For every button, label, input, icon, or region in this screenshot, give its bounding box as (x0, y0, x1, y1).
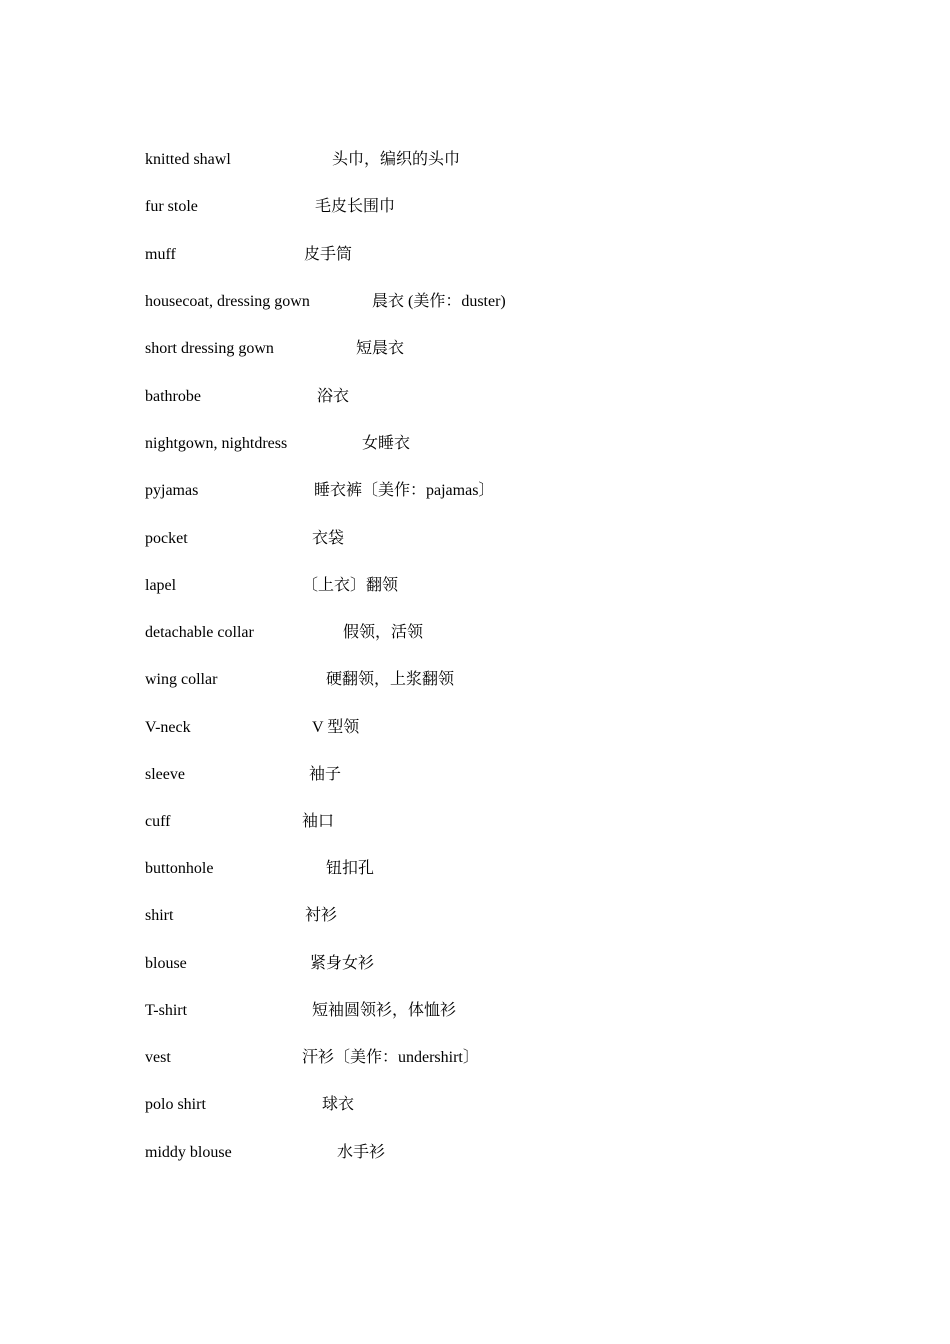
chinese-translation: 衣袋 (312, 530, 345, 547)
english-term: polo shirt (145, 1096, 206, 1113)
english-term: fur stole (145, 198, 198, 215)
vocab-entry (0, 385, 950, 409)
chinese-translation: 短晨衣 (356, 340, 405, 357)
vocab-entry (0, 195, 950, 219)
english-term: blouse (145, 955, 187, 972)
chinese-translation: 假领，活领 (343, 624, 424, 641)
vocab-entry (0, 999, 950, 1023)
chinese-translation: 浴衣 (317, 388, 350, 405)
english-term: T-shirt (145, 1002, 188, 1019)
english-term: pyjamas (145, 482, 199, 499)
english-term: detachable collar (145, 624, 254, 641)
english-term: muff (145, 246, 176, 263)
chinese-translation: 头巾，编织的头巾 (332, 151, 461, 168)
chinese-translation: 衬衫 (305, 907, 338, 924)
vocab-entry (0, 763, 950, 787)
vocab-entry (0, 527, 950, 551)
english-term: bathrobe (145, 388, 201, 405)
vocab-entry (0, 1093, 950, 1117)
vocab-entry (0, 243, 950, 267)
chinese-translation: 袖子 (309, 766, 342, 783)
chinese-translation: 汗衫〔美作：undershirt〕 (302, 1049, 479, 1066)
english-term: housecoat, dressing gown (145, 293, 310, 310)
english-term: short dressing gown (145, 340, 274, 357)
vocab-entry (0, 337, 950, 361)
chinese-translation: 球衣 (322, 1096, 355, 1113)
vocab-entry (0, 290, 950, 314)
english-term: cuff (145, 813, 171, 830)
english-term: pocket (145, 530, 188, 547)
vocab-entry (0, 668, 950, 692)
vocab-entry (0, 904, 950, 928)
vocab-entry (0, 810, 950, 834)
chinese-translation: 钮扣孔 (326, 860, 375, 877)
english-term: buttonhole (145, 860, 214, 877)
vocab-entry (0, 716, 950, 740)
english-term: vest (145, 1049, 171, 1066)
vocab-entry (0, 1046, 950, 1070)
english-term: middy blouse (145, 1144, 232, 1161)
english-term: sleeve (145, 766, 185, 783)
chinese-translation: 紧身女衫 (310, 955, 375, 972)
chinese-translation: 皮手筒 (304, 246, 353, 263)
vocab-entry (0, 432, 950, 456)
chinese-translation: 女睡衣 (362, 435, 411, 452)
vocab-entry (0, 148, 950, 172)
english-term: lapel (145, 577, 177, 594)
vocab-entry (0, 1141, 950, 1165)
chinese-translation: 硬翻领，上浆翻领 (326, 671, 455, 688)
english-term: wing collar (145, 671, 218, 688)
vocab-entry (0, 621, 950, 645)
vocab-entry (0, 479, 950, 503)
chinese-translation: V 型领 (312, 719, 360, 736)
chinese-translation: 睡衣裤〔美作：pajamas〕 (314, 482, 495, 499)
english-term: shirt (145, 907, 174, 924)
chinese-translation: 晨衣 (美作：duster) (372, 293, 506, 310)
chinese-translation: 水手衫 (337, 1144, 386, 1161)
vocab-entry (0, 857, 950, 881)
vocab-entry (0, 952, 950, 976)
english-term: nightgown, nightdress (145, 435, 288, 452)
chinese-translation: 短袖圆领衫，体恤衫 (312, 1002, 457, 1019)
chinese-translation: 毛皮长围巾 (315, 198, 396, 215)
vocab-entry (0, 574, 950, 598)
english-term: knitted shawl (145, 151, 231, 168)
english-term: V-neck (145, 719, 191, 736)
chinese-translation: 〔上衣〕翻领 (302, 577, 399, 594)
chinese-translation: 袖口 (302, 813, 335, 830)
